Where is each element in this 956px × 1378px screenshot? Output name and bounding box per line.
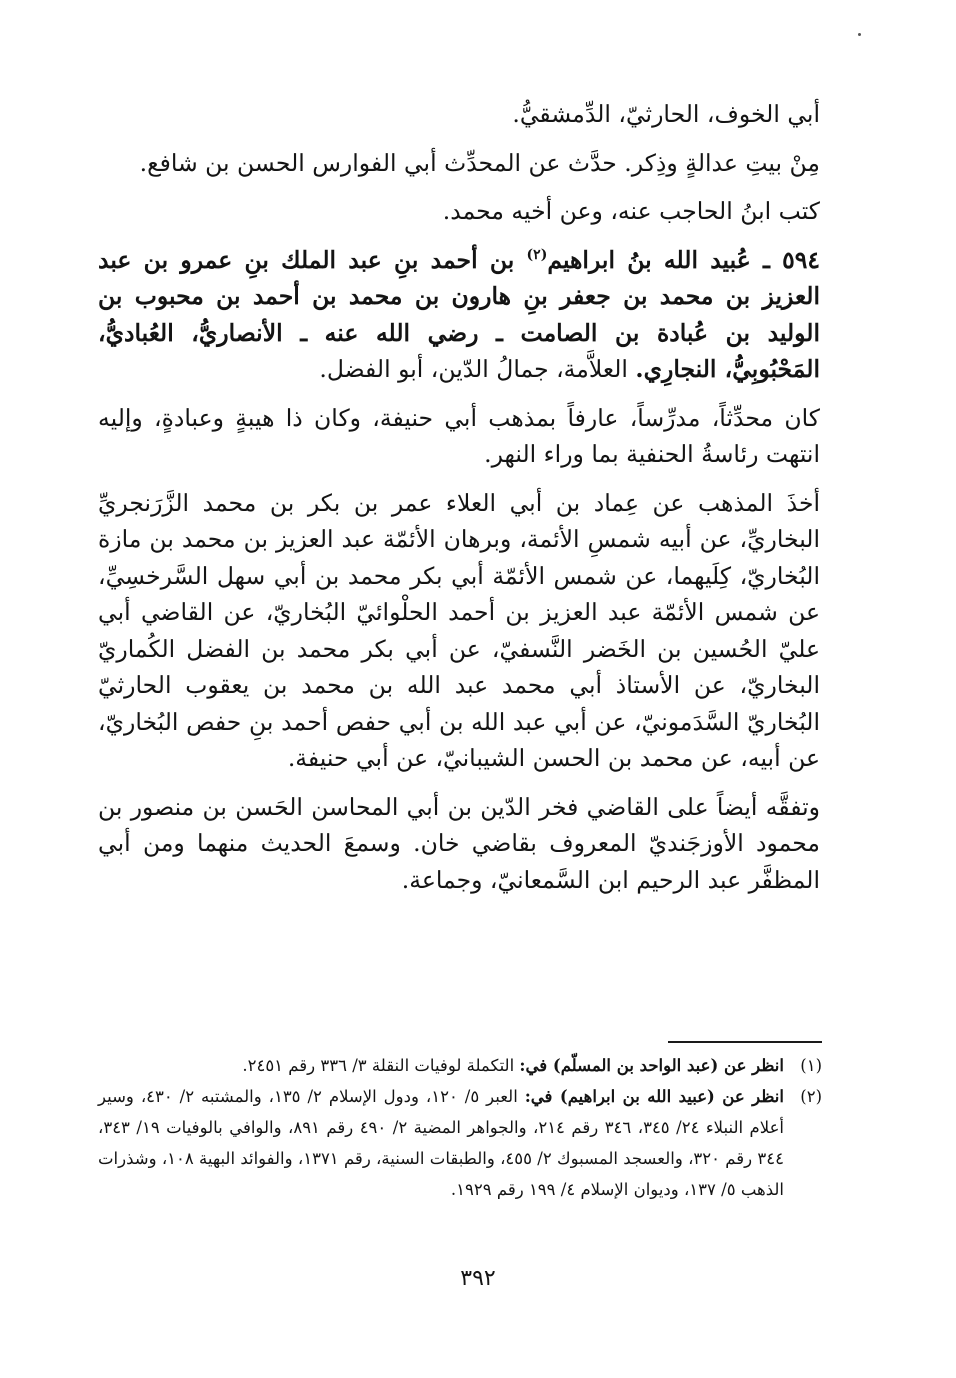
paragraph-family: مِنْ بيتِ عدالةٍ وذِكر. حدَّث عن المحدِّث أبي الفوارس الحسن بن شافع. xyxy=(139,148,820,177)
entry-titles: العلاَّمة، جمالُ الدّين، أبو الفضل. xyxy=(319,355,636,383)
biography-entry-594 xyxy=(98,242,820,388)
paragraph-description: كان محدِّثاً، مدرِّساً، عارفاً بمذهب أبي حنيفة، وكان ذا هيبةٍ وعبادةٍ، وإليه انتهت رئاسةُ الحنفية بما وراء النهر. xyxy=(98,403,820,468)
scan-speck xyxy=(858,33,861,36)
footnote-text xyxy=(98,1081,784,1205)
footnote-number: (١) xyxy=(800,1056,822,1075)
entry-lineage: بن أحمد بنِ عبد الملك بنِ عمرو بن عبد العزيز بن محمد بن جعفر بنِ هارون بن محمد بن أحمد بن محبوب بن الوليد بن عُبادة بن الصامت ـ رضي الله عنه ـ الأنصاريُّ، العُباديُّ، المَحْبُوبِيُّ، النجارِي. xyxy=(98,245,820,383)
footnote-1 xyxy=(98,1050,822,1081)
footnote-source: التكملة لوفيات النقلة ٣/ ٣٣٦ رقم ٢٤٥١. xyxy=(242,1056,520,1075)
paragraph-ibn-hajib: كتب ابنُ الحاجب عنه، وعن أخيه محمد. xyxy=(442,197,820,225)
footnote-mark-2: (٢) xyxy=(526,246,548,263)
footnote-number: (٢) xyxy=(800,1087,822,1106)
footnote-text xyxy=(98,1050,784,1081)
paragraph-chain: أخذَ المذهب عن عِماد بن أبي العلاء عمر بن بكر بن محمد الزَّرَنجريِّ البخاريِّ، عن أبيه شمسِ الأئمة، وبرهان الأئمّة عبد العزيز بن محمد بن مازة البُخاريّ، كِلَيهما، عن شمس الأئمّة أبي بكر محمد بن أبي سهل السَّرخسِيِّ، عن شمس الأئمّة عبد العزيز بن أحمد الحلْوائيّ البُخاريّ، عن القاضي أبي عليّ الحُسين بن الخَضر النَّسفيّ، عن أبي بكر محمد بن الفضل الكُماريّ البخاريّ، عن الأستاذ أبي محمد عبد الله بن محمد بن يعقوب الحارثيّ البُخاريّ السَّدَمونيّ، عن أبي عبد الله بن أبي حفص أحمد بنِ حفص البُخاريّ، عن أبيه، عن محمد بن الحسن الشيبانيّ، عن أبي حنيفة. xyxy=(98,488,820,772)
footnote-reference: انظر عن (عبيد الله بن ابراهيم) في: xyxy=(524,1087,784,1106)
paragraph-studies: وتفقَّه أيضاً على القاضي فخر الدّين بن أبي المحاسن الحَسن بن منصور بن محمود الأوزجَنديّ المعروف بقاضي خان. وسمعَ الحديث منهما ومن أبي المظفَّر عبد الرحيم ابن السَّمعانيّ، وجماعة. xyxy=(98,792,820,894)
footnote-separator xyxy=(668,1041,822,1043)
footnote-reference: انظر عن (عبد الواحد بن المسلّم) في: xyxy=(519,1056,784,1075)
main-text xyxy=(98,96,820,910)
footnote-source: العبر ٥/ ١٢٠، ودول الإسلام ٢/ ١٣٥، والمشتبه ٢/ ٤٣٠، وسير أعلام النبلاء ٢٤/ ٣٤٥، ٣٤٦ رقم ٢١٤، والجواهر المضية ٢/ ٤٩٠ رقم ٨٩١، والوافي بالوفيات ١٩/ ٣٤٣، ٣٤٤ رقم ٣٢٠، والعسجد المسبوك ٢/ ٤٥٥، والطبقات السنية، رقم ١٣٧١، والفوائد البهية ١٠٨، وشذرات الذهب ٥/ ١٣٧، وديوان الإسلام ٤/ ١٩٩ رقم ١٩٢٩. xyxy=(98,1087,785,1199)
footnotes xyxy=(98,1050,822,1205)
entry-heading: ٥٩٤ ـ عُبيد الله بنُ ابراهيم xyxy=(547,245,820,274)
paragraph-nisba: أبي الخوف، الحارثيّ، الدِّمشقيُّ. xyxy=(512,100,820,128)
footnote-2 xyxy=(98,1081,822,1205)
page-number: ٣٩٢ xyxy=(460,1266,496,1291)
